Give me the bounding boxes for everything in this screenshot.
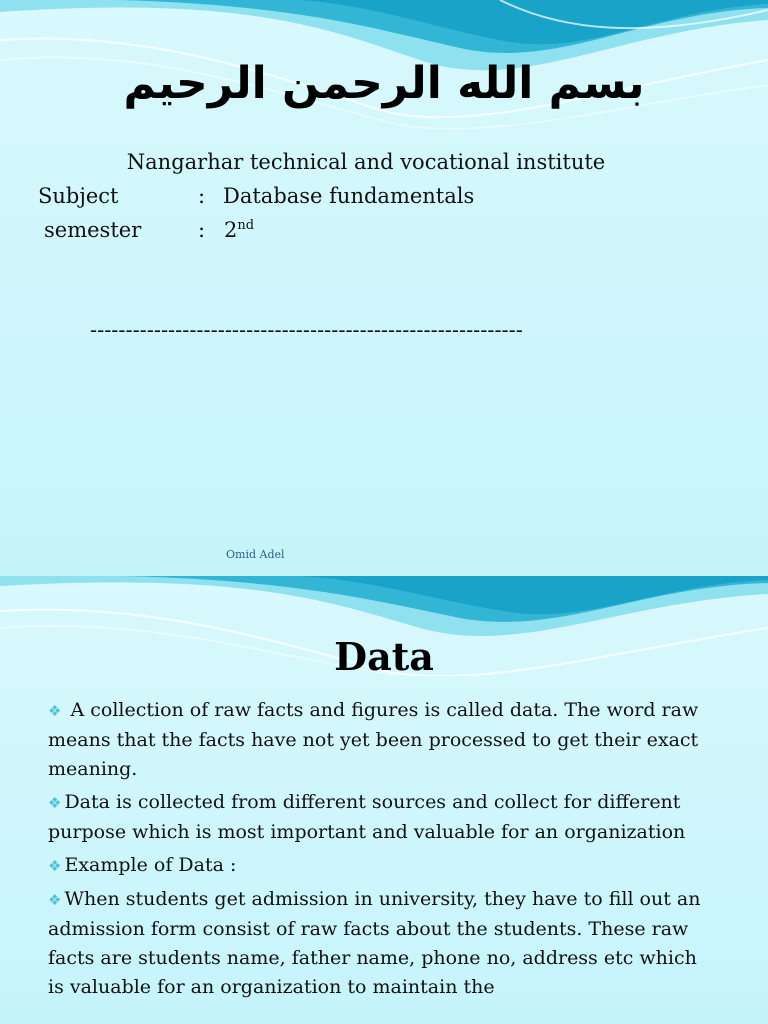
- diamond-bullet-icon: ❖: [48, 794, 62, 812]
- slide-title-data: Data: [334, 634, 434, 679]
- semester-suffix: nd: [237, 218, 255, 233]
- diamond-bullet-icon: ❖: [48, 891, 62, 909]
- list-item: ❖ A collection of raw facts and figures is called data. The word raw means that the facts have not yet been processed to get their exact meaning.: [48, 699, 699, 780]
- subject-colon: :: [198, 184, 206, 208]
- semester-value: 2nd: [224, 218, 255, 242]
- subject-label: Subject: [38, 184, 119, 208]
- list-item: ❖ Data is collected from different sources and collect for different purpose which is most important and valuable for an organization: [48, 791, 686, 843]
- subject-value: Database fundamentals: [223, 184, 475, 208]
- semester-label: semester: [44, 218, 142, 242]
- diamond-bullet-icon: ❖: [48, 702, 62, 720]
- bullet-list: [48, 696, 708, 1006]
- list-item: ❖ Example of Data :: [48, 854, 237, 876]
- diamond-bullet-icon: ❖: [48, 857, 62, 875]
- arabic-heading: بسم الله الرحمن الرحيم: [123, 58, 645, 109]
- author-name: Omid Adel: [226, 548, 285, 561]
- separator-line: -------------------------------------------------------------: [90, 318, 523, 342]
- semester-colon: :: [198, 218, 206, 242]
- list-item: ❖ When students get admission in university, they have to fill out an admission form consist of raw facts about the students. These raw facts are students name, father name, phone no, address etc which is valuable for an organization to maintain the: [48, 888, 701, 998]
- institute-name: Nangarhar technical and vocational institute: [126, 150, 606, 174]
